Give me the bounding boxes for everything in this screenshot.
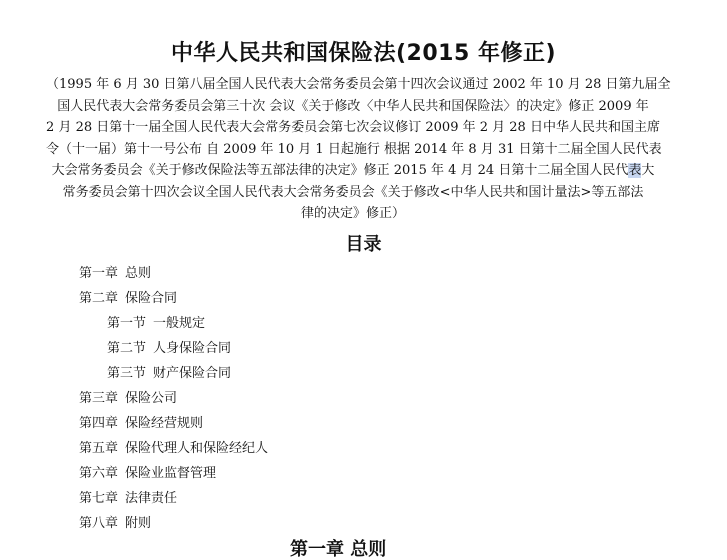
toc-item-title: 一般规定 — [153, 316, 206, 331]
preamble-line: 国人民代表大会常务委员会第三十次 会议《关于修改〈中华人民共和国保险法〉的决定》修正 2009 年 — [57, 98, 649, 114]
toc-chapter-item[interactable] — [0, 463, 727, 488]
toc-item-number: 第三节 — [107, 366, 147, 381]
toc-chapter-item[interactable] — [0, 413, 727, 438]
toc-chapter-item[interactable] — [0, 438, 727, 463]
toc-item-number: 第七章 — [79, 491, 119, 506]
toc-heading: 目录 — [345, 234, 382, 255]
preamble-line: 常务委员会第十四次会议全国人民代表大会常务委员会《关于修改<中华人民共和国计量法>等五部法 — [62, 184, 644, 200]
toc-item-title: 保险业监督管理 — [125, 466, 217, 481]
toc-chapter-item[interactable] — [0, 288, 727, 313]
toc-section-item[interactable] — [0, 363, 727, 388]
selected-text[interactable]: 表 — [628, 163, 642, 178]
toc-item-title: 保险公司 — [125, 391, 178, 406]
preamble-line-with-selection — [46, 160, 660, 182]
preamble — [46, 74, 671, 225]
toc-item-number: 第四章 — [79, 416, 119, 431]
toc-item-title: 保险代理人和保险经纪人 — [125, 441, 269, 456]
preamble-line: 令（十一届）第十一号公布 自 2009 年 10 月 1 日起施行 根据 2014 年 8 月 31 日第十二届全国人民代表 — [46, 141, 662, 157]
toc-item-number: 第三章 — [79, 391, 119, 406]
toc-item-title: 财产保险合同 — [153, 366, 232, 381]
preamble-line: 律的决定》修正） — [300, 206, 405, 221]
toc-chapter-item[interactable] — [0, 513, 727, 538]
toc-chapter-item[interactable] — [0, 488, 727, 513]
toc-item-number: 第二节 — [107, 341, 147, 356]
toc-item-number: 第二章 — [79, 291, 119, 306]
toc-item-number: 第五章 — [79, 441, 119, 456]
toc-item-number: 第八章 — [79, 516, 119, 531]
table-of-contents — [0, 263, 727, 538]
preamble-line: 2 月 28 日第十一届全国人民代表大会常务委员会第七次会议修订 2009 年 2 月 28 日中华人民共和国主席 — [46, 120, 660, 135]
toc-section-item[interactable] — [0, 338, 727, 363]
toc-item-title: 总则 — [125, 266, 152, 281]
next-section-heading: 第一章 总则 — [290, 539, 387, 560]
toc-item-title: 附则 — [125, 516, 152, 531]
toc-item-number: 第一节 — [107, 316, 147, 331]
toc-item-title: 人身保险合同 — [153, 341, 232, 356]
preamble-line-text: 大会常务委员会《关于修改保险法等五部法律的决定》修正 2015 年 4 月 24 日第十二届全国人民代 — [51, 163, 629, 178]
document-title: 中华人民共和国保险法(2015 年修正) — [171, 41, 556, 66]
toc-item-title: 法律责任 — [125, 491, 178, 506]
preamble-line: （1995 年 6 月 30 日第八届全国人民代表大会常务委员会第十四次会议通过 2002 年 10 月 28 日第九届全 — [46, 77, 671, 92]
toc-item-number: 第六章 — [79, 466, 119, 481]
toc-item-number: 第一章 — [79, 266, 119, 281]
toc-item-title: 保险经营规则 — [125, 416, 204, 431]
preamble-line-text: 大 — [641, 163, 655, 178]
toc-chapter-item[interactable] — [0, 263, 727, 288]
toc-section-item[interactable] — [0, 313, 727, 338]
toc-item-title: 保险合同 — [125, 291, 178, 306]
toc-chapter-item[interactable] — [0, 388, 727, 413]
